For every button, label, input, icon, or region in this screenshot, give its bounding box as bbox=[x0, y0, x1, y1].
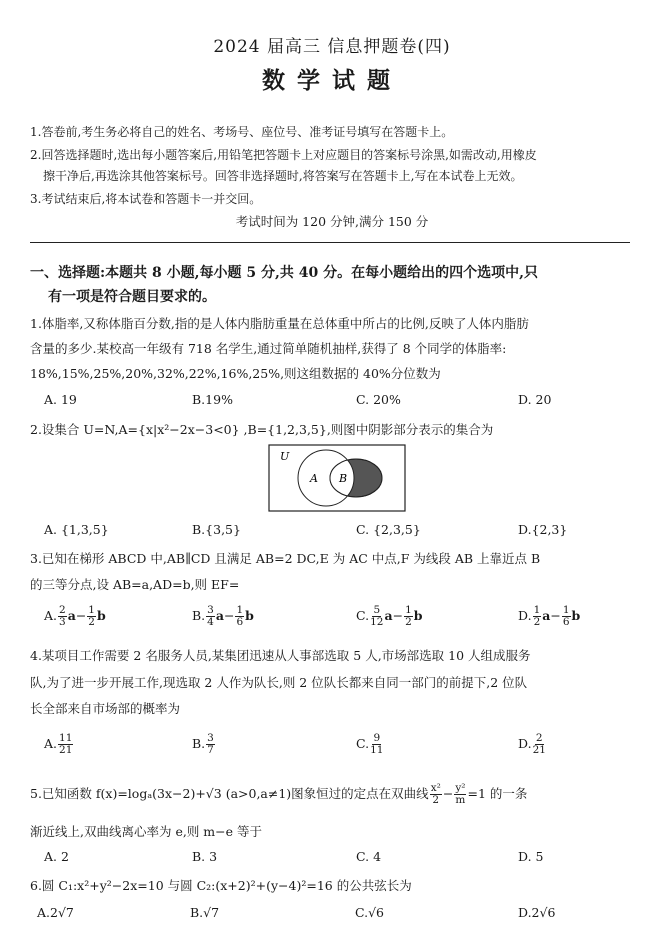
question-6: 6.圆 C₁:x²+y²−2x=10 与圆 C₂:(x+2)²+(y−4)²=16 的公共弦长为 bbox=[30, 878, 412, 893]
venn-label-u: U bbox=[280, 450, 290, 463]
question-1: 1.体脂率,又称体脂百分数,指的是人体内脂肪重量在总体重中所占的比例,反映了人体内脂肪 bbox=[30, 316, 529, 331]
option-c: C. $\frac{9}{11}$ bbox=[356, 732, 384, 756]
note-line: 擦干净后,再选涂其他答案标号。回答非选择题时,将答案写在答题卡上,写在本试卷上无效。 bbox=[43, 169, 523, 183]
question-1: 18%,15%,25%,20%,32%,22%,16%,25%,则这组数据的 40%分位数为 bbox=[30, 366, 441, 381]
venn-diagram bbox=[268, 444, 406, 512]
option-b: B.{3,5} bbox=[192, 522, 241, 537]
question-4: 队,为了进一步开展工作,现选取 2 人作为队长,则 2 位队长都来自同一部门的前提下,2 位队 bbox=[30, 675, 528, 690]
option-d: D.{2,3} bbox=[518, 522, 568, 537]
exam-title: 2024 届高三 信息押题卷(四) bbox=[213, 37, 451, 57]
option-b: B. $\frac{3}{4}$ a− $\frac{1}{6}$ b bbox=[192, 604, 254, 628]
option-a: A. 19 bbox=[44, 392, 77, 407]
option-d: D. 5 bbox=[518, 849, 544, 864]
exam-info: 考试时间为 120 分钟,满分 150 分 bbox=[235, 214, 429, 229]
option-a: A. $\frac{11}{21}$ bbox=[44, 732, 73, 756]
option-b: B.√7 bbox=[190, 905, 220, 920]
option-a: A.2√7 bbox=[37, 905, 74, 920]
option-b: B. $\frac{3}{7}$ bbox=[192, 732, 214, 756]
note-line: 3.考试结束后,将本试卷和答题卡一并交回。 bbox=[30, 192, 262, 206]
section-heading: 一、选择题:本题共 8 小题,每小题 5 分,共 40 分。在每小题给出的四个选项中,只 bbox=[30, 265, 538, 281]
divider bbox=[30, 242, 630, 243]
question-5: 5.已知函数 f(x)=logₐ(3x−2)+√3 (a>0,a≠1)图象恒过的定点在双曲线 $\frac{\text{x²}}{2}$ − $\frac{\text{y²}}{m}$ =1 的一条 bbox=[30, 782, 528, 806]
question-4: 4.某项目工作需要 2 名服务人员,某集团迅速从人事部选取 5 人,市场部选取 10 人组成服务 bbox=[30, 648, 531, 663]
venn-label-a: A bbox=[310, 472, 318, 485]
option-c: C. {2,3,5} bbox=[356, 522, 421, 537]
question-3: 的三等分点,设 AB=a,AD=b,则 EF= bbox=[30, 577, 240, 592]
note-line: 1.答卷前,考生务必将自己的姓名、考场号、座位号、准考证号填写在答题卡上。 bbox=[30, 125, 454, 139]
question-1: 含量的多少.某校高一年级有 718 名学生,通过简单随机抽样,获得了 8 个同学的体脂率: bbox=[30, 341, 507, 356]
option-c: C.√6 bbox=[355, 905, 385, 920]
question-5: 渐近线上,双曲线离心率为 e,则 m−e 等于 bbox=[30, 824, 262, 839]
option-d: D.2√6 bbox=[518, 905, 556, 920]
option-a: A. $\frac{2}{3}$ a− $\frac{1}{2}$ b bbox=[44, 604, 106, 628]
section-heading: 有一项是符合题目要求的。 bbox=[48, 289, 216, 305]
question-4: 长全部来自市场部的概率为 bbox=[30, 701, 181, 716]
subject-title: 数学试题 bbox=[262, 67, 402, 94]
option-b: B.19% bbox=[192, 392, 233, 407]
option-c: C. 4 bbox=[356, 849, 382, 864]
option-b: B. 3 bbox=[192, 849, 218, 864]
option-d: D. 20 bbox=[518, 392, 552, 407]
option-a: A. {1,3,5} bbox=[44, 522, 109, 537]
note-line: 2.回答选择题时,选出每小题答案后,用铅笔把答题卡上对应题目的答案标号涂黑,如需改动,用橡皮 bbox=[30, 148, 537, 162]
question-3: 3.已知在梯形 ABCD 中,AB∥CD 且满足 AB=2 DC,E 为 AC 中点,F 为线段 AB 上靠近点 B bbox=[30, 551, 541, 566]
option-c: C. $\frac{5}{12}$ a− $\frac{1}{2}$ b bbox=[356, 604, 423, 628]
option-d: D. $\frac{2}{21}$ bbox=[518, 732, 546, 756]
option-d: D. $\frac{1}{2}$ a− $\frac{1}{6}$ b bbox=[518, 604, 581, 628]
option-a: A. 2 bbox=[44, 849, 69, 864]
question-2: 2.设集合 U=N,A={x|x²−2x−3<0} ,B={1,2,3,5},则图中阴影部分表示的集合为 bbox=[30, 422, 494, 437]
option-c: C. 20% bbox=[356, 392, 401, 407]
venn-label-b: B bbox=[339, 472, 348, 485]
